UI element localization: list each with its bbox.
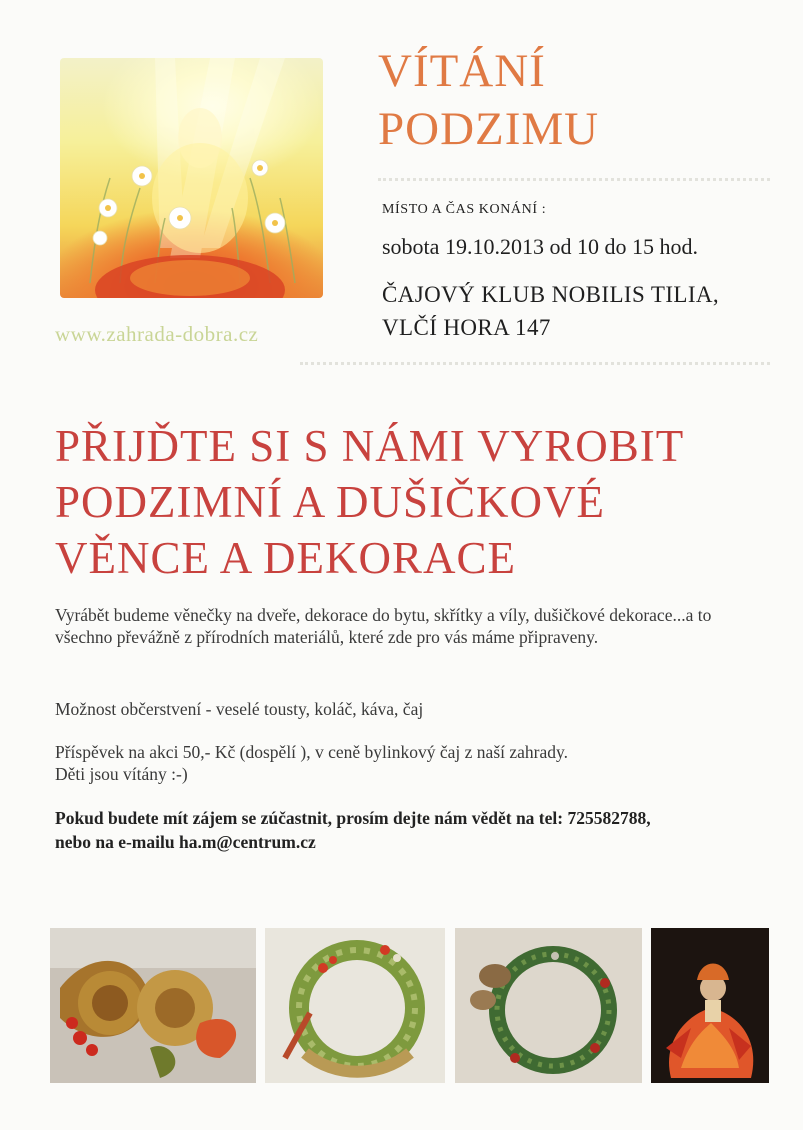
moss-wreath-photo	[265, 928, 445, 1083]
event-date-time: sobota 19.10.2013 od 10 do 15 hod.	[382, 234, 698, 259]
place-line-1: ČAJOVÝ KLUB NOBILIS TILIA,	[382, 282, 720, 307]
autumn-fairy-illustration	[60, 58, 323, 298]
leaf-roses-photo	[50, 928, 256, 1083]
body-paragraph-activities: Vyrábět budeme věnečky na dveře, dekorace do bytu, skřítky a víly, dušičkové dekorace...a to všechno převážně z přírodních materiálů, které zde pro vás máme připraveny.	[55, 605, 712, 647]
children-line: Děti jsou vítány :-)	[55, 764, 188, 784]
headline-line-3: VĚNCE A DEKORACE	[55, 533, 517, 583]
headline	[55, 418, 684, 586]
contact-phone-line: Pokud budete mít zájem se zúčastnit, prosím dejte nám vědět na tel: 725582788,	[55, 808, 651, 828]
poster-title	[378, 42, 599, 158]
leaf-fairy-photo	[651, 928, 769, 1083]
headline-line-1: PŘIJĎTE SI S NÁMI VYROBIT	[55, 421, 685, 471]
body-paragraph-fee	[55, 741, 775, 785]
headline-line-2: PODZIMNÍ A DUŠIČKOVÉ	[55, 477, 606, 527]
event-place	[382, 278, 719, 344]
divider-bottom	[300, 362, 770, 365]
pine-wreath-photo	[455, 928, 642, 1083]
title-line-2: PODZIMU	[378, 103, 600, 155]
place-line-2: VLČÍ HORA 147	[382, 315, 551, 340]
divider-top	[378, 178, 770, 181]
title-line-1: VÍTÁNÍ	[378, 45, 546, 97]
website-link[interactable]: www.zahrada-dobra.cz	[55, 322, 259, 346]
contact-email-line: nebo na e-mailu ha.m@centrum.cz	[55, 832, 316, 852]
fee-line: Příspěvek na akci 50,- Kč (dospělí ), v ceně bylinkový čaj z naší zahrady.	[55, 742, 568, 762]
venue-label: MÍSTO A ČAS KONÁNÍ :	[382, 202, 547, 217]
body-paragraph-refreshments: Možnost občerstvení - veselé tousty, koláč, káva, čaj	[55, 699, 424, 719]
contact-info	[55, 806, 775, 854]
